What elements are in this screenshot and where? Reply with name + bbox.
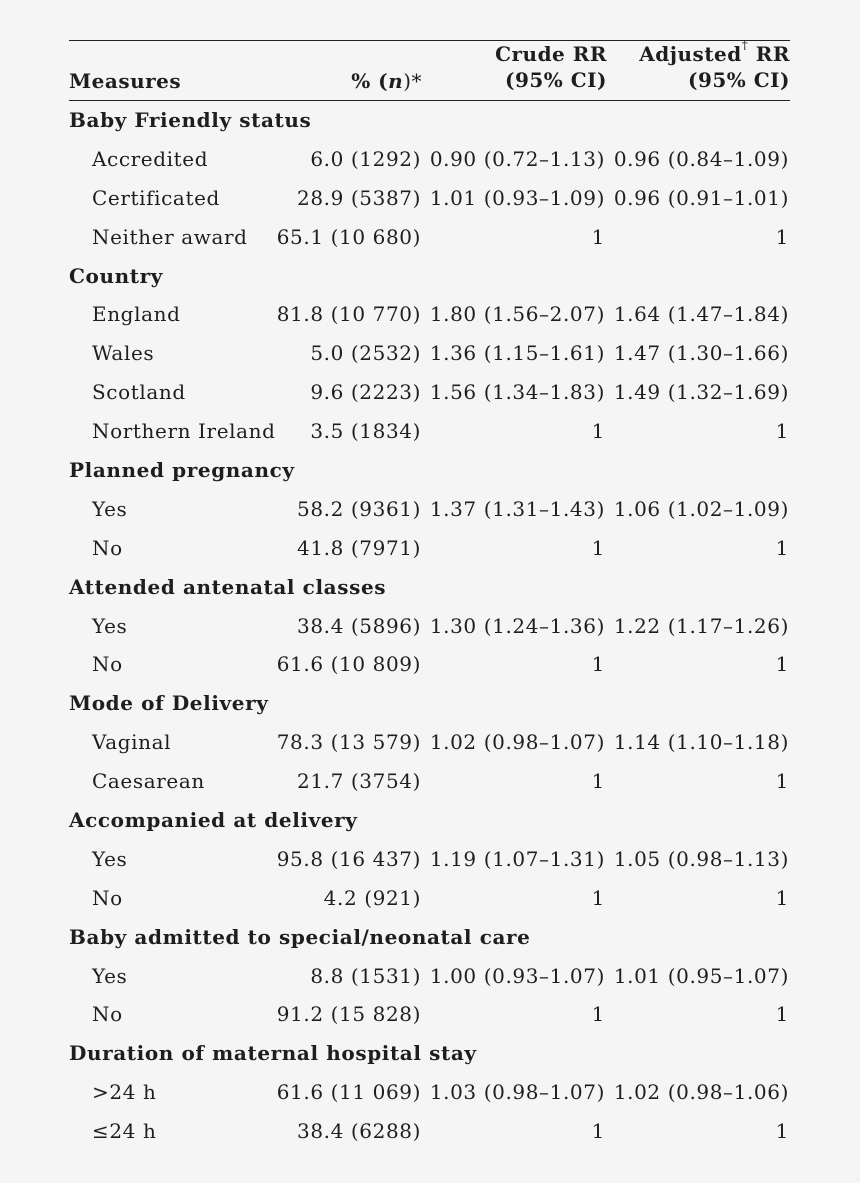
table-row <box>69 645 790 684</box>
row-label: No <box>92 535 123 560</box>
row-crude-rr: 1 <box>591 224 605 249</box>
section-row <box>69 684 790 723</box>
section-row <box>69 257 790 296</box>
row-crude-rr: 1.00 (0.93–1.07) <box>429 963 605 988</box>
row-label: Wales <box>92 341 155 366</box>
row-percent-n: 61.6 (10 809) <box>276 652 421 677</box>
section-title: Duration of maternal hospital stay <box>69 1041 477 1066</box>
row-label: Vaginal <box>92 730 172 755</box>
section-title: Country <box>69 263 163 288</box>
row-crude-rr: 1.80 (1.56–2.07) <box>429 302 605 327</box>
row-percent-n: 8.8 (1531) <box>310 963 421 988</box>
row-crude-rr: 0.90 (0.72–1.13) <box>429 146 605 171</box>
row-adjusted-rr: 1 <box>775 419 789 444</box>
table-row <box>69 412 790 451</box>
table-row <box>69 334 790 373</box>
dagger-footnote-mark: † <box>741 38 749 52</box>
header-adjusted-rr <box>639 38 790 93</box>
row-label: No <box>92 1002 123 1027</box>
table-row <box>69 490 790 529</box>
section-row <box>69 801 790 840</box>
row-adjusted-rr: 1.47 (1.30–1.66) <box>613 341 789 366</box>
row-label: No <box>92 885 123 910</box>
header-adjusted-rr-word: RR <box>748 42 790 66</box>
table-row <box>69 179 790 218</box>
row-percent-n: 6.0 (1292) <box>310 146 421 171</box>
row-percent-n: 41.8 (7971) <box>297 535 421 560</box>
row-percent-n: 38.4 (5896) <box>297 613 421 638</box>
row-label: >24 h <box>92 1080 157 1105</box>
header-crude-rr <box>495 41 607 93</box>
row-adjusted-rr: 1.64 (1.47–1.84) <box>613 302 789 327</box>
row-adjusted-rr: 1 <box>775 885 789 910</box>
row-percent-n: 28.9 (5387) <box>297 185 421 210</box>
row-adjusted-rr: 1 <box>775 224 789 249</box>
header-measures: Measures <box>69 69 182 93</box>
row-adjusted-rr: 1.05 (0.98–1.13) <box>613 846 789 871</box>
table-row <box>69 995 790 1034</box>
table-row <box>69 723 790 762</box>
section-row <box>69 918 790 957</box>
section-row <box>69 451 790 490</box>
row-crude-rr: 1.56 (1.34–1.83) <box>429 380 605 405</box>
header-crude-line2: (95% CI) <box>505 68 607 92</box>
row-percent-n: 9.6 (2223) <box>310 380 421 405</box>
table-header <box>69 38 790 101</box>
row-adjusted-rr: 0.96 (0.91–1.01) <box>613 185 789 210</box>
row-adjusted-rr: 1 <box>775 1002 789 1027</box>
table-row <box>69 373 790 412</box>
row-percent-n: 5.0 (2532) <box>310 341 421 366</box>
section-title: Baby admitted to special/neonatal care <box>69 924 531 949</box>
row-label: Scotland <box>92 380 186 405</box>
table-row <box>69 879 790 918</box>
row-percent-n: 91.2 (15 828) <box>276 1002 421 1027</box>
row-label: ≤24 h <box>92 1119 157 1144</box>
table-row <box>69 1112 790 1151</box>
row-adjusted-rr: 1.49 (1.32–1.69) <box>613 380 789 405</box>
row-label: England <box>92 302 181 327</box>
row-crude-rr: 1.03 (0.98–1.07) <box>429 1080 605 1105</box>
header-adjusted-line2: (95% CI) <box>688 68 790 92</box>
table-row <box>69 840 790 879</box>
row-crude-rr: 1 <box>591 535 605 560</box>
row-label: No <box>92 652 123 677</box>
row-percent-n: 3.5 (1834) <box>310 419 421 444</box>
row-crude-rr: 1 <box>591 652 605 677</box>
row-crude-rr: 1.02 (0.98–1.07) <box>429 730 605 755</box>
row-label: Yes <box>92 846 128 871</box>
header-percent-n <box>351 69 422 93</box>
header-percent-tail: )* <box>403 69 422 93</box>
row-crude-rr: 1 <box>591 769 605 794</box>
header-crude-line1: Crude RR <box>495 42 607 66</box>
table-row <box>69 1073 790 1112</box>
row-label: Yes <box>92 496 128 521</box>
section-title: Accompanied at delivery <box>69 808 358 833</box>
row-adjusted-rr: 1 <box>775 535 789 560</box>
results-table <box>69 40 790 1151</box>
row-percent-n: 78.3 (13 579) <box>276 730 421 755</box>
row-crude-rr: 1 <box>591 885 605 910</box>
table-row <box>69 607 790 646</box>
row-label: Yes <box>92 963 128 988</box>
section-title: Planned pregnancy <box>69 458 295 483</box>
row-percent-n: 95.8 (16 437) <box>276 846 421 871</box>
row-percent-n: 61.6 (11 069) <box>276 1080 421 1105</box>
row-percent-n: 65.1 (10 680) <box>276 224 421 249</box>
header-adjusted-word: Adjusted <box>639 42 742 66</box>
row-crude-rr: 1 <box>591 1119 605 1144</box>
section-title: Baby Friendly status <box>69 108 312 132</box>
row-crude-rr: 1 <box>591 419 605 444</box>
row-percent-n: 38.4 (6288) <box>297 1119 421 1144</box>
row-adjusted-rr: 1.06 (1.02–1.09) <box>613 496 789 521</box>
row-crude-rr: 1 <box>591 1002 605 1027</box>
section-row <box>69 101 790 140</box>
header-percent-symbol: % ( <box>351 69 389 93</box>
row-crude-rr: 1.01 (0.93–1.09) <box>429 185 605 210</box>
row-label: Accredited <box>92 146 209 171</box>
section-row <box>69 568 790 607</box>
header-n: n <box>388 69 404 93</box>
section-title: Attended antenatal classes <box>69 574 387 599</box>
row-adjusted-rr: 1 <box>775 652 789 677</box>
row-percent-n: 21.7 (3754) <box>297 769 421 794</box>
table-row <box>69 140 790 179</box>
table-row <box>69 218 790 257</box>
row-adjusted-rr: 0.96 (0.84–1.09) <box>613 146 789 171</box>
row-label: Caesarean <box>92 769 205 794</box>
row-adjusted-rr: 1.02 (0.98–1.06) <box>613 1080 789 1105</box>
row-label: Northern Ireland <box>92 419 276 444</box>
row-label: Neither award <box>92 224 248 249</box>
row-crude-rr: 1.37 (1.31–1.43) <box>429 496 605 521</box>
table-row <box>69 529 790 568</box>
table-row <box>69 957 790 996</box>
row-adjusted-rr: 1 <box>775 769 789 794</box>
row-label: Yes <box>92 613 128 638</box>
section-title: Mode of Delivery <box>69 691 269 716</box>
row-crude-rr: 1.36 (1.15–1.61) <box>429 341 605 366</box>
row-adjusted-rr: 1 <box>775 1119 789 1144</box>
row-crude-rr: 1.30 (1.24–1.36) <box>429 613 605 638</box>
row-percent-n: 4.2 (921) <box>323 885 421 910</box>
row-percent-n: 81.8 (10 770) <box>276 302 421 327</box>
row-label: Certificated <box>92 185 220 210</box>
row-adjusted-rr: 1.14 (1.10–1.18) <box>613 730 789 755</box>
row-percent-n: 58.2 (9361) <box>297 496 421 521</box>
row-adjusted-rr: 1.22 (1.17–1.26) <box>613 613 789 638</box>
row-adjusted-rr: 1.01 (0.95–1.07) <box>613 963 789 988</box>
row-crude-rr: 1.19 (1.07–1.31) <box>429 846 605 871</box>
table-row <box>69 762 790 801</box>
section-row <box>69 1034 790 1073</box>
table-row <box>69 295 790 334</box>
table-body <box>69 101 790 1151</box>
